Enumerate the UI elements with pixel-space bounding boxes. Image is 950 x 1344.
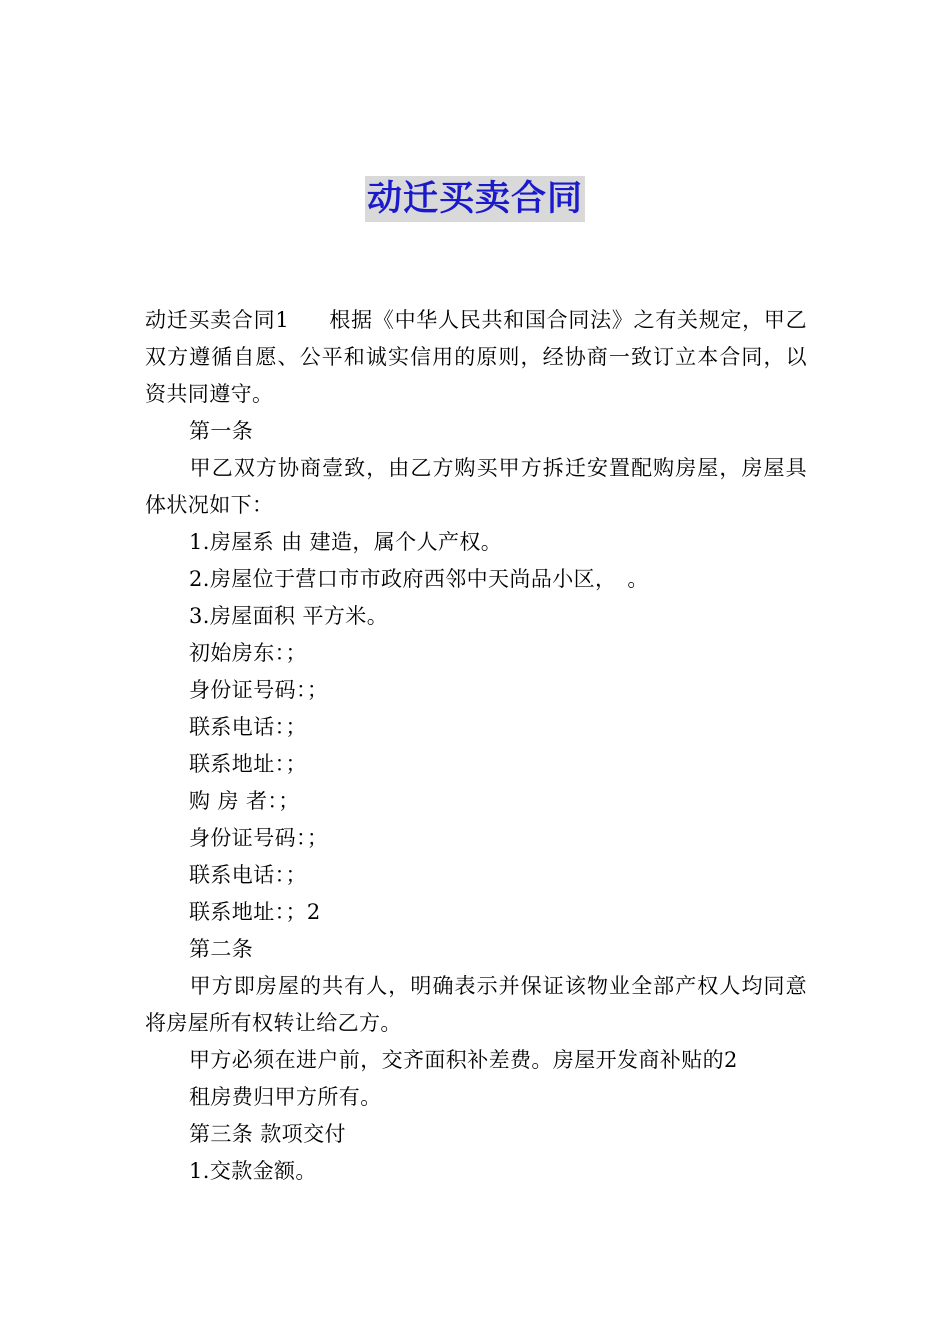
list-item-1: 1.房屋系 由 建造，属个人产权。 [189,530,503,554]
title-container [0,176,950,222]
intro-paragraph [145,302,807,413]
list-item-3: 3.房屋面积 平方米。 [189,604,389,628]
buyer-line: 购 房 者：； [189,789,300,813]
article-2-content: 甲方即房屋的共有人，明确表示并保证该物业全部产权人均同意将房屋所有权转让给乙方。 [145,974,807,1035]
article-2-text [145,968,807,1042]
article-heading-2: 第二条 [189,937,254,961]
document-body [145,302,807,1190]
article-1-text [145,450,807,524]
article-heading-3: 第三条 款项交付 [189,1122,346,1146]
article-2-fee-line: 甲方必须在进户前，交齐面积补差费。房屋开发商补贴的2 [189,1048,738,1072]
article-2-rent-line: 租房费归甲方所有。 [189,1085,382,1109]
document-title: 动迁买卖合同 [365,176,585,222]
intro-text: 根据《中华人民共和国合同法》之有关规定，甲乙双方遵循自愿、公平和诚实信用的原则，经协商一致订立本合同，以资共同遵守。 [145,308,807,406]
owner-id-line: 身份证号码：； [189,678,329,702]
list-item-2: 2.房屋位于营口市市政府西邻中天尚品小区， 。 [189,567,649,591]
owner-address-line: 联系地址：； [189,752,307,776]
owner-phone-line: 联系电话：； [189,715,307,739]
article-1-content: 甲乙双方协商壹致，由乙方购买甲方拆迁安置配购房屋，房屋具体状况如下： [145,456,807,517]
payment-item-1: 1.交款金额。 [189,1159,317,1183]
buyer-address-line: 联系地址：；2 [189,900,321,924]
article-heading-1: 第一条 [189,419,254,443]
buyer-phone-line: 联系电话：； [189,863,307,887]
original-owner-line: 初始房东：； [189,641,307,665]
buyer-id-line: 身份证号码：； [189,826,329,850]
intro-label: 动迁买卖合同1 [145,308,290,332]
